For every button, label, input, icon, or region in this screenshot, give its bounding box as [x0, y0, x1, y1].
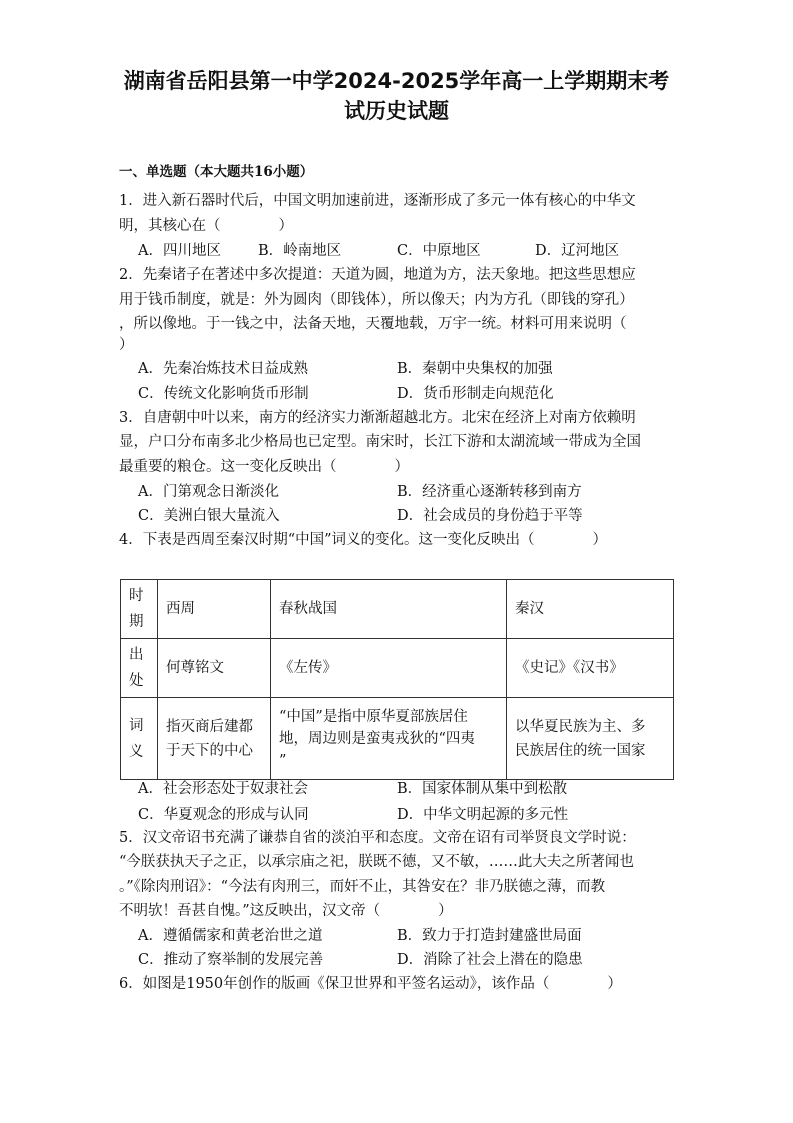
table-cell: 《左传》: [271, 639, 507, 698]
q3-line: 3．自唐朝中叶以来，南方的经济实力渐渐超越北方。北宋在经济上对南方依赖明: [119, 410, 636, 426]
exam-title-line1: 湖南省岳阳县第一中学2024-2025学年高一上学期期末考: [123, 69, 670, 93]
q5-option-d: D．消除了社会上潜在的隐患: [397, 952, 583, 968]
q1-line: 1．进入新石器时代后，中国文明加速前进，逐渐形成了多元一体有核心的中华文: [119, 193, 636, 209]
q4-line: 4．下表是西周至秦汉时期“中国”词义的变化。这一变化反映出（ ）: [119, 532, 608, 548]
cell-text: ”: [279, 752, 287, 769]
q3-option-a: A．门第观念日渐淡化: [138, 484, 279, 500]
q5-line: 5．汉文帝诏书充满了谦恭自省的淡泊平和态度。文帝在诏有司举贤良文学时说：: [119, 830, 636, 846]
q5-line: 不明欤！吾甚自愧。”这反映出，汉文帝（ ）: [119, 903, 453, 919]
q3-option-b: B．经济重心逐渐转移到南方: [397, 484, 582, 500]
cell-text: 时: [129, 588, 144, 604]
table-cell-label: [121, 639, 158, 698]
q4-table: [120, 579, 674, 780]
q1-line: 明，其核心在（ ）: [119, 218, 293, 234]
table-cell-label: [121, 698, 158, 780]
cell-text: 期: [129, 614, 144, 630]
table-row: [121, 698, 674, 780]
q5-option-b: B．致力于打造封建盛世局面: [397, 928, 582, 944]
section-heading: 一、单选题（本大题共16小题）: [119, 164, 314, 180]
q3-option-d: D．社会成员的身份趋于平等: [397, 508, 583, 524]
table-cell: 何尊铭文: [158, 639, 271, 698]
q2-line: ）: [119, 337, 134, 353]
q2-line: 2．先秦诸子在著述中多次提道：天道为圆，地道为方，法天象地。把这些思想应: [119, 267, 636, 283]
q3-line: 最重要的粮仓。这一变化反映出（ ）: [119, 459, 409, 475]
exam-title-line2: 试历史试题: [344, 99, 449, 123]
table-cell: 西周: [158, 580, 271, 639]
table-cell: [507, 698, 674, 780]
q5-line: 。”《除肉刑诏》：“今法有肉刑三，而奸不止，其咎安在？非乃朕德之薄，而教: [119, 879, 606, 895]
cell-text: 指灭商后建都: [166, 718, 253, 735]
cell-text: 出: [129, 647, 144, 663]
q2-option-a: A．先秦冶炼技术日益成熟: [138, 361, 308, 377]
q4-option-d: D．中华文明起源的多元性: [397, 807, 569, 823]
q1-option-b: B．岭南地区: [258, 243, 342, 259]
q4-option-b: B．国家体制从集中到松散: [397, 781, 568, 797]
table-cell: 《史记》《汉书》: [507, 639, 674, 698]
table-row: [121, 580, 674, 639]
q3-option-c: C．美洲白银大量流入: [138, 508, 280, 524]
q2-option-b: B．秦朝中央集权的加强: [397, 361, 553, 377]
q2-line: 用于钱币制度，就是：外为圆肉（即钱体），所以像天；内为方孔（即钱的穿孔）: [119, 292, 634, 308]
cell-text: “中国”是指中原华夏部族居住: [279, 708, 468, 725]
q6-line: 6．如图是1950年创作的版画《保卫世界和平签名运动》，该作品（ ）: [119, 976, 622, 992]
cell-text: 词: [129, 717, 144, 734]
q5-line: “今朕获执天子之正，以承宗庙之祀，朕既不德，又不敏，……此大夫之所著闻也: [119, 854, 634, 870]
table-cell-label: [121, 580, 158, 639]
cell-text: 处: [129, 673, 144, 689]
cell-text: 于天下的中心: [166, 742, 253, 759]
cell-text: 地，周边则是蛮夷戎狄的“四夷: [279, 730, 475, 747]
table-cell: 春秋战国: [271, 580, 507, 639]
cell-text: 义: [129, 743, 144, 760]
q2-option-d: D．货币形制走向规范化: [397, 386, 554, 402]
q1-option-c: C．中原地区: [397, 243, 481, 259]
cell-text: 民族居住的统一国家: [515, 742, 646, 759]
q3-line: 显，户口分布南多北少格局也已定型。南宋时，长江下游和太湖流域一带成为全国: [119, 434, 641, 450]
table-cell: [271, 698, 507, 780]
q5-option-c: C．推动了察举制的发展完善: [138, 952, 324, 968]
q4-option-c: C．华夏观念的形成与认同: [138, 807, 309, 823]
q5-option-a: A．遵循儒家和黄老治世之道: [138, 928, 323, 944]
table-cell: [158, 698, 271, 780]
q1-option-a: A．四川地区: [138, 243, 221, 259]
q2-line: ，所以像地。于一钱之中，法备天地，天覆地载，万宇一统。材料可用来说明（: [119, 316, 627, 332]
q1-option-d: D．辽河地区: [535, 243, 620, 259]
q2-option-c: C．传统文化影响货币形制: [138, 386, 309, 402]
table-row: [121, 639, 674, 698]
cell-text: 以华夏民族为主、多: [515, 718, 646, 735]
table-cell: 秦汉: [507, 580, 674, 639]
q4-option-a: A．社会形态处于奴隶社会: [138, 781, 308, 797]
